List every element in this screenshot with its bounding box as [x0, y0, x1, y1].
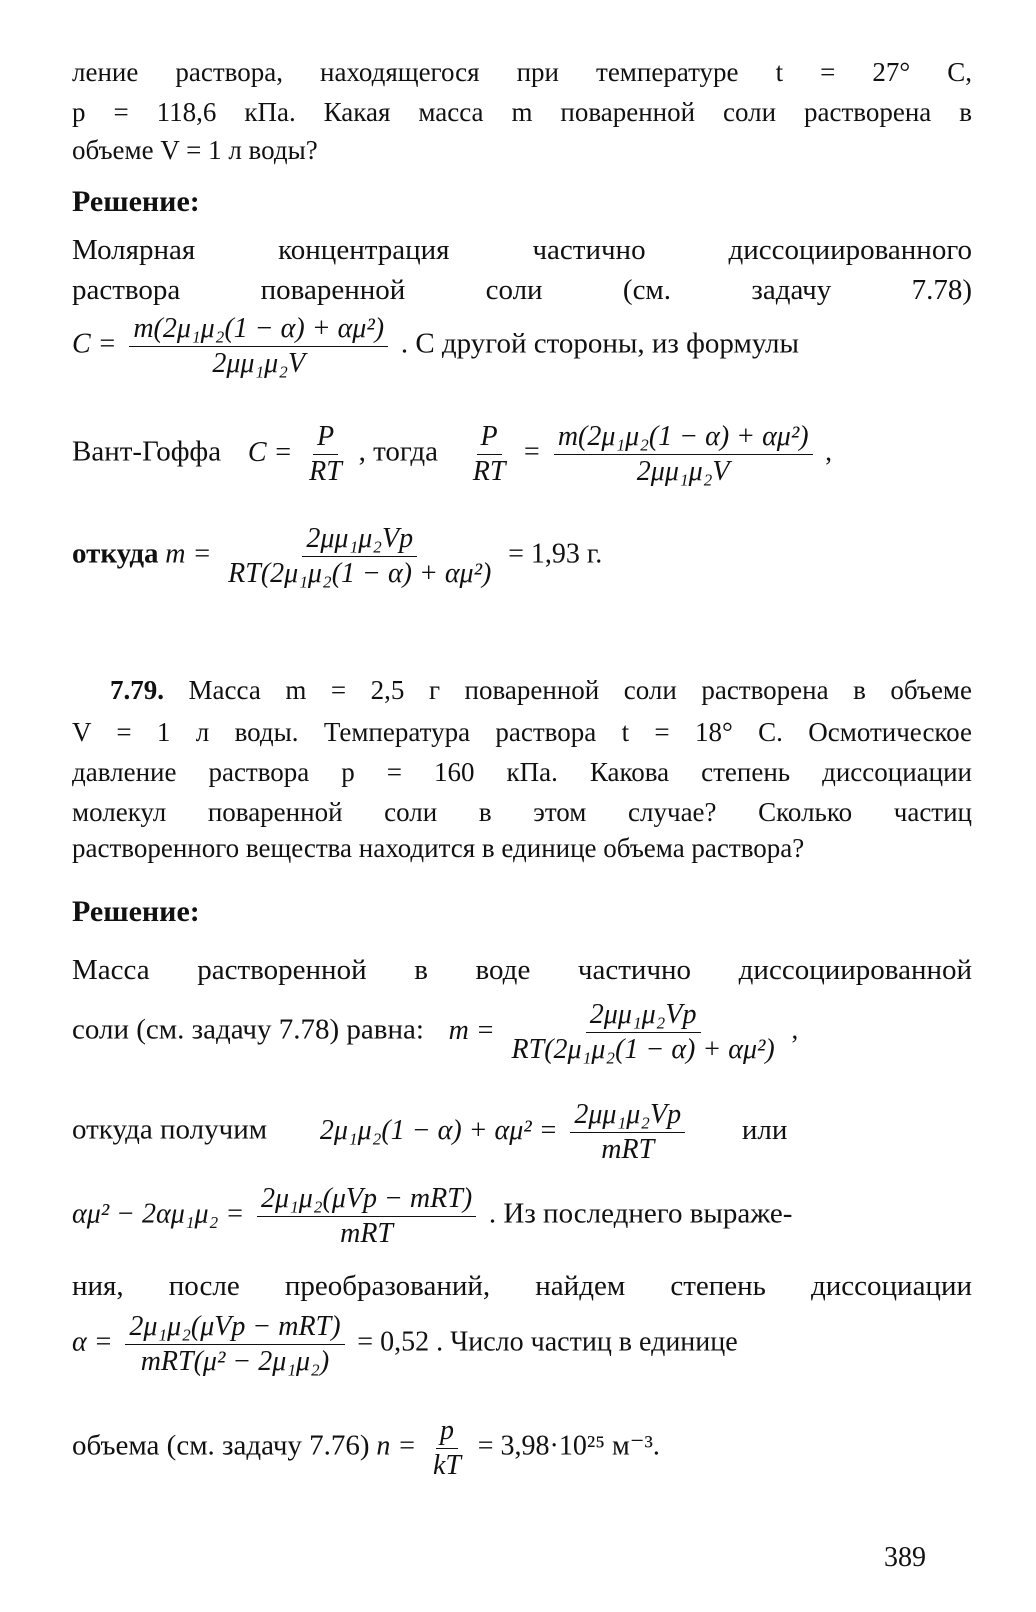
- vant-fraction: [305, 420, 346, 489]
- sol2-eq3: [72, 1098, 972, 1167]
- sol2-eq4: [72, 1182, 972, 1251]
- top-line-2: p = 118,6 кПа. Какая масса m поваренной соли растворена в: [72, 97, 972, 127]
- eq2-left-fraction: [469, 420, 510, 489]
- eq3-tail: или: [741, 1113, 788, 1146]
- eq4-numerator: 2μ₁μ₂(μVp − mRT): [257, 1182, 476, 1217]
- m-numerator: 2μμ₁μ₂Vp: [302, 522, 417, 557]
- c-fraction: [129, 312, 388, 381]
- sol1-vant-hoff: [72, 420, 972, 489]
- eq2-right-numerator: m(2μ₁μ₂(1 − α) + αμ²): [554, 420, 813, 455]
- problem-line-5: растворенного вещества находится в единице объема раствора?: [72, 833, 805, 863]
- vant-lhs: C =: [247, 436, 293, 468]
- sol2-alpha-formula: [72, 1310, 972, 1379]
- problem-text-1: Масса m = 2,5 г поваренной соли растворена в объеме: [188, 675, 972, 705]
- sol2-m-tail: ,: [791, 1014, 799, 1045]
- problem-line-1: [72, 670, 972, 710]
- sol2-m-denominator: RT(2μ₁μ₂(1 − α) + αμ²): [511, 1034, 775, 1065]
- alpha-numerator: 2μ₁μ₂(μVp − mRT): [125, 1310, 344, 1345]
- c-numerator: m(2μ₁μ₂(1 − α) + αμ²): [129, 312, 388, 347]
- eq3-fraction: [570, 1098, 685, 1167]
- m-denominator: RT(2μ₁μ₂(1 − α) + αμ²): [228, 558, 492, 589]
- sol2-line-2: соли (см. задачу 7.78) равна:: [72, 1013, 424, 1046]
- c-lhs: C =: [72, 328, 117, 360]
- c-tail: . С другой стороны, из формулы: [400, 327, 799, 360]
- problem-line-4: молекул поваренной соли в этом случае? Сколько частиц: [72, 797, 972, 827]
- top-line-1: ление раствора, находящегося при температуре t = 27° C,: [72, 57, 972, 87]
- eq2-tail: ,: [825, 436, 833, 467]
- eq4-lhs: αμ² − 2αμ₁μ₂ =: [72, 1198, 245, 1230]
- eq2-left-denominator: RT: [472, 456, 506, 487]
- eq2-right-fraction: [554, 420, 813, 489]
- eq2-left-numerator: P: [477, 420, 502, 455]
- m-result: = 1,93 г.: [508, 538, 603, 570]
- c-denominator: 2μμ₁μ₂V: [212, 348, 306, 379]
- vant-numerator: P: [313, 420, 338, 455]
- alpha-fraction: [125, 1310, 344, 1379]
- eq2-equals: =: [522, 436, 542, 468]
- sol2-m-numerator: 2μμ₁μ₂Vp: [586, 998, 701, 1033]
- eq3-label: откуда получим: [72, 1113, 268, 1146]
- sol2-m-lhs: m =: [448, 1014, 495, 1046]
- eq4-fraction: [257, 1182, 476, 1251]
- eq3-numerator: 2μμ₁μ₂Vp: [570, 1098, 685, 1133]
- sol1-line-2: раствора поваренной соли (см. задачу 7.78): [72, 274, 972, 306]
- sol1-line-1: Молярная концентрация частично диссоциированного: [72, 234, 972, 266]
- m-lhs: m =: [165, 538, 212, 570]
- eq3-denominator: mRT: [601, 1134, 655, 1165]
- eq2-right-denominator: 2μμ₁μ₂V: [636, 456, 730, 487]
- sol2-n-formula: [72, 1414, 972, 1483]
- problem-line-2: V = 1 л воды. Температура раствора t = 18° C. Осмотическое: [72, 717, 972, 747]
- n-denominator: kT: [433, 1450, 461, 1481]
- m-label: откуда: [72, 537, 159, 570]
- eq4-tail: . Из последнего выраже-: [488, 1197, 793, 1230]
- problem-line-3: давление раствора p = 160 кПа. Какова степень диссоциации: [72, 757, 972, 787]
- n-lhs: n =: [376, 1430, 417, 1462]
- vant-denominator: RT: [309, 456, 342, 487]
- eq4-denominator: mRT: [340, 1218, 394, 1249]
- n-numerator: p: [436, 1414, 458, 1449]
- sol2-line-5: ния, после преобразований, найдем степень диссоциации: [72, 1270, 972, 1302]
- sol2-line-1: Масса растворенной в воде частично диссоциированной: [72, 954, 972, 986]
- alpha-tail: = 0,52 . Число частиц в единице: [357, 1326, 738, 1358]
- sol2-mass-formula: [72, 998, 972, 1067]
- top-line-3: объеме V = 1 л воды?: [72, 135, 318, 165]
- sol1-mass-formula: [72, 522, 972, 591]
- vant-label: Вант-Гоффа: [72, 435, 222, 468]
- solution-header-2: Решение:: [72, 895, 200, 928]
- vant-mid: , тогда: [358, 435, 438, 468]
- n-fraction: [429, 1414, 465, 1483]
- page-number: 389: [884, 1542, 926, 1573]
- n-result: = 3,98·10²⁵ м⁻³.: [477, 1430, 660, 1462]
- n-label: объема (см. задачу 7.76): [72, 1429, 370, 1462]
- alpha-denominator: mRT(μ² − 2μ₁μ₂): [140, 1346, 330, 1377]
- sol1-formula-c: [72, 312, 972, 381]
- solution-header-1: Решение:: [72, 185, 200, 218]
- m-fraction: [224, 522, 495, 591]
- problem-number: 7.79.: [110, 675, 164, 705]
- sol2-m-fraction: [508, 998, 779, 1067]
- eq3-lhs: 2μ₁μ₂(1 − α) + αμ² =: [319, 1114, 558, 1146]
- alpha-lhs: α =: [72, 1326, 113, 1358]
